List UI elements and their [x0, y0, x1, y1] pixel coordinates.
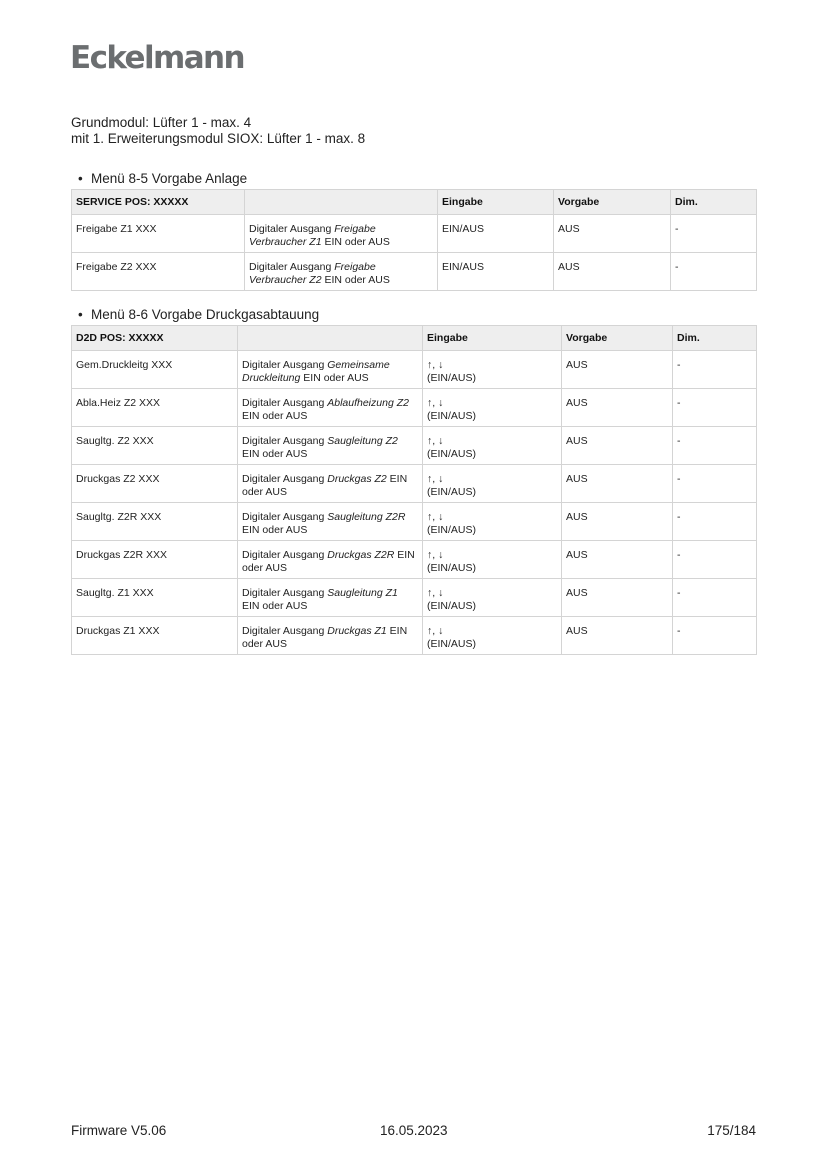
param-dim: - — [673, 541, 757, 579]
param-dim: - — [673, 465, 757, 503]
section-heading-menu-8-6 — [78, 307, 319, 322]
param-name: Druckgas Z1 XXX — [72, 617, 238, 655]
header-pos: D2D POS: XXXXX — [72, 326, 238, 351]
param-input: ↑, ↓ (EIN/AUS) — [423, 579, 562, 617]
param-input: ↑, ↓ (EIN/AUS) — [423, 351, 562, 389]
param-default: AUS — [562, 617, 673, 655]
param-description: Digitaler Ausgang Saugleitung Z2 EIN oder AUS — [238, 427, 423, 465]
param-name: Freigabe Z2 XXX — [72, 253, 245, 291]
param-description: Digitaler Ausgang Saugleitung Z1 EIN oder AUS — [238, 579, 423, 617]
param-input: ↑, ↓ (EIN/AUS) — [423, 427, 562, 465]
footer-date: 16.05.2023 — [380, 1123, 448, 1138]
table-row — [72, 465, 757, 503]
param-input: EIN/AUS — [438, 253, 554, 291]
intro-text — [71, 115, 365, 147]
table-row — [72, 541, 757, 579]
intro-line-1: Grundmodul: Lüfter 1 - max. 4 — [71, 115, 252, 130]
table-row — [72, 351, 757, 389]
table-row — [72, 389, 757, 427]
footer-page-number: 175/184 — [707, 1123, 756, 1138]
param-description: Digitaler Ausgang Gemeinsame Druckleitung EIN oder AUS — [238, 351, 423, 389]
bullet-icon: • — [78, 171, 83, 186]
table-header-row — [72, 190, 757, 215]
param-default: AUS — [554, 215, 671, 253]
table-row — [72, 579, 757, 617]
header-eingabe: Eingabe — [438, 190, 554, 215]
param-default: AUS — [562, 541, 673, 579]
header-vorgabe: Vorgabe — [554, 190, 671, 215]
table-row — [72, 215, 757, 253]
param-default: AUS — [562, 579, 673, 617]
param-input: ↑, ↓ (EIN/AUS) — [423, 617, 562, 655]
header-description — [245, 190, 438, 215]
param-name: Freigabe Z1 XXX — [72, 215, 245, 253]
param-input: ↑, ↓ (EIN/AUS) — [423, 389, 562, 427]
param-name: Druckgas Z2R XXX — [72, 541, 238, 579]
table-vorgabe-druckgasabtauung — [71, 325, 757, 655]
param-input: ↑, ↓ (EIN/AUS) — [423, 465, 562, 503]
param-description: Digitaler Ausgang Druckgas Z2 EIN oder AUS — [238, 465, 423, 503]
intro-line-2: mit 1. Erweiterungsmodul SIOX: Lüfter 1 - max. 8 — [71, 131, 366, 146]
param-name: Gem.Druckleitg XXX — [72, 351, 238, 389]
param-name: Saugltg. Z2 XXX — [72, 427, 238, 465]
param-description: Digitaler Ausgang Druckgas Z1 EIN oder AUS — [238, 617, 423, 655]
param-dim: - — [673, 389, 757, 427]
table-row — [72, 617, 757, 655]
header-eingabe: Eingabe — [423, 326, 562, 351]
param-default: AUS — [562, 351, 673, 389]
param-dim: - — [673, 579, 757, 617]
param-input: EIN/AUS — [438, 215, 554, 253]
param-description: Digitaler Ausgang Druckgas Z2R EIN oder AUS — [238, 541, 423, 579]
param-dim: - — [673, 427, 757, 465]
param-name: Druckgas Z2 XXX — [72, 465, 238, 503]
param-dim: - — [671, 253, 757, 291]
param-description: Digitaler Ausgang Ablaufheizung Z2 EIN oder AUS — [238, 389, 423, 427]
table-vorgabe-anlage — [71, 189, 757, 291]
table-row — [72, 253, 757, 291]
header-pos: SERVICE POS: XXXXX — [72, 190, 245, 215]
param-default: AUS — [562, 503, 673, 541]
param-default: AUS — [554, 253, 671, 291]
param-name: Saugltg. Z1 XXX — [72, 579, 238, 617]
param-dim: - — [671, 215, 757, 253]
section-heading-menu-8-5 — [78, 171, 247, 186]
header-dim: Dim. — [671, 190, 757, 215]
param-name: Saugltg. Z2R XXX — [72, 503, 238, 541]
param-description: Digitaler Ausgang Freigabe Verbraucher Z1 EIN oder AUS — [245, 215, 438, 253]
company-logo: Eckelmann — [70, 40, 244, 76]
section-heading-text: Menü 8-5 Vorgabe Anlage — [91, 171, 248, 186]
param-dim: - — [673, 351, 757, 389]
table-header-row — [72, 326, 757, 351]
bullet-icon: • — [78, 307, 83, 322]
param-input: ↑, ↓ (EIN/AUS) — [423, 503, 562, 541]
param-description: Digitaler Ausgang Freigabe Verbraucher Z2 EIN oder AUS — [245, 253, 438, 291]
param-description: Digitaler Ausgang Saugleitung Z2R EIN oder AUS — [238, 503, 423, 541]
header-dim: Dim. — [673, 326, 757, 351]
param-name: Abla.Heiz Z2 XXX — [72, 389, 238, 427]
footer-firmware: Firmware V5.06 — [71, 1123, 167, 1138]
header-description — [238, 326, 423, 351]
param-dim: - — [673, 617, 757, 655]
table-row — [72, 427, 757, 465]
param-default: AUS — [562, 389, 673, 427]
param-default: AUS — [562, 465, 673, 503]
param-input: ↑, ↓ (EIN/AUS) — [423, 541, 562, 579]
param-dim: - — [673, 503, 757, 541]
table-row — [72, 503, 757, 541]
param-default: AUS — [562, 427, 673, 465]
header-vorgabe: Vorgabe — [562, 326, 673, 351]
section-heading-text: Menü 8-6 Vorgabe Druckgasabtauung — [91, 307, 320, 322]
